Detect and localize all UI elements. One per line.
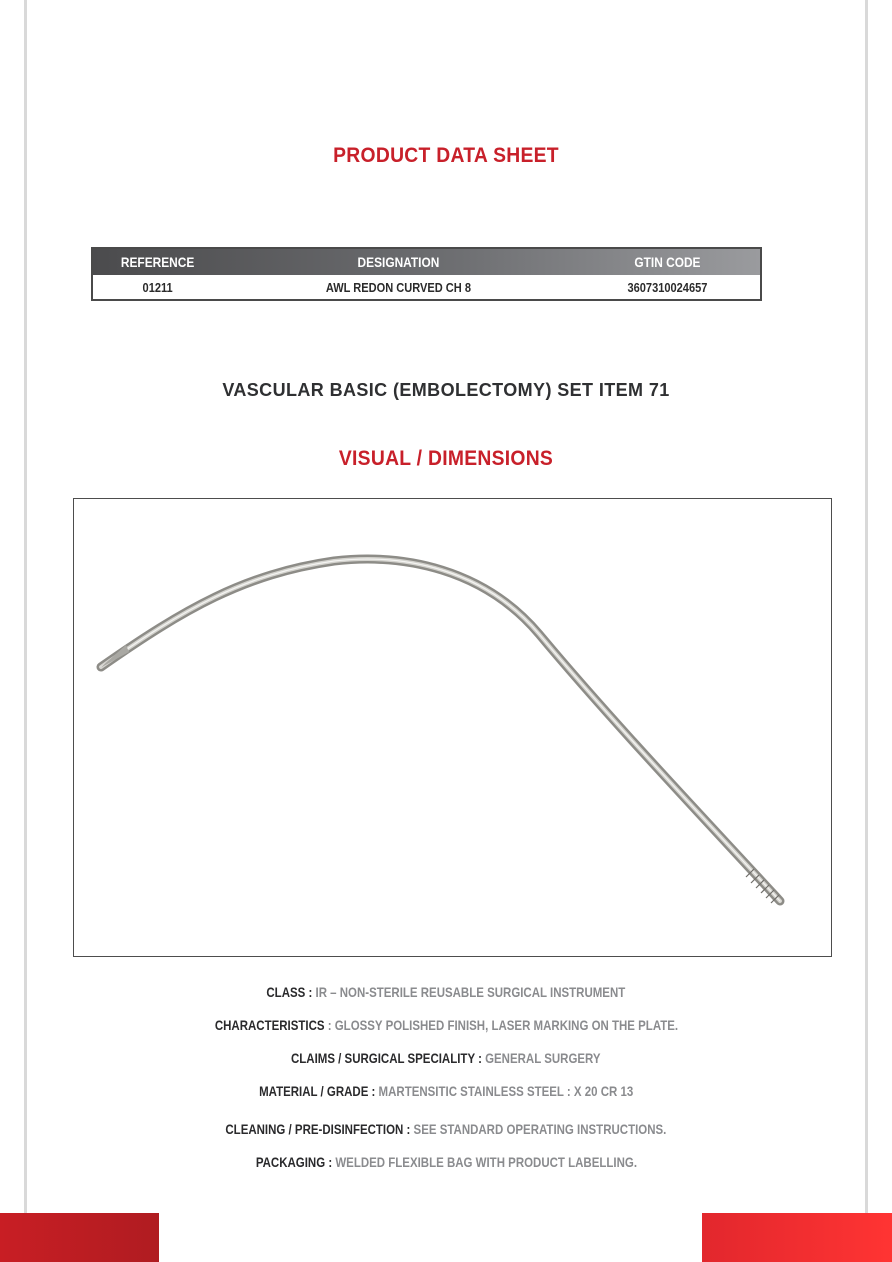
page-title: PRODUCT DATA SHEET bbox=[333, 144, 559, 167]
column-header-reference: REFERENCE bbox=[120, 254, 195, 270]
set-name: VASCULAR BASIC (EMBOLECTOMY) SET ITEM 71 bbox=[222, 380, 670, 400]
spec-cleaning: CLEANING / PRE-DISINFECTION : SEE STANDARD OPERATING INSTRUCTIONS. bbox=[225, 1121, 667, 1137]
spec-packaging: PACKAGING : WELDED FLEXIBLE BAG WITH PRODUCT LABELLING. bbox=[255, 1154, 637, 1170]
right-margin-rule bbox=[865, 0, 868, 1216]
gtin-value: 3607310024657 bbox=[627, 279, 708, 295]
spec-characteristics: CHARACTERISTICS : GLOSSY POLISHED FINISH, LASER MARKING ON THE PLATE. bbox=[214, 1017, 678, 1033]
reference-table bbox=[91, 247, 762, 301]
curved-awl-icon bbox=[74, 499, 833, 958]
table-row bbox=[93, 275, 760, 299]
left-margin-rule bbox=[24, 0, 27, 1216]
spec-class: CLASS : IR – NON-STERILE REUSABLE SURGICAL INSTRUMENT bbox=[266, 984, 626, 1000]
visual-section-title: VISUAL / DIMENSIONS bbox=[338, 447, 554, 470]
product-visual-frame bbox=[73, 498, 832, 957]
designation-value: AWL REDON CURVED CH 8 bbox=[326, 279, 472, 295]
table-header-row bbox=[93, 249, 760, 275]
footer-accent-left bbox=[0, 1213, 159, 1262]
column-header-designation: DESIGNATION bbox=[357, 254, 440, 270]
footer-accent-right bbox=[702, 1213, 892, 1262]
column-header-gtin: GTIN CODE bbox=[634, 254, 701, 270]
spec-material: MATERIAL / GRADE : MARTENSITIC STAINLESS STEEL : X 20 CR 13 bbox=[258, 1083, 634, 1099]
reference-value: 01211 bbox=[142, 279, 173, 295]
spec-claims: CLAIMS / SURGICAL SPECIALITY : GENERAL SURGERY bbox=[291, 1050, 601, 1066]
